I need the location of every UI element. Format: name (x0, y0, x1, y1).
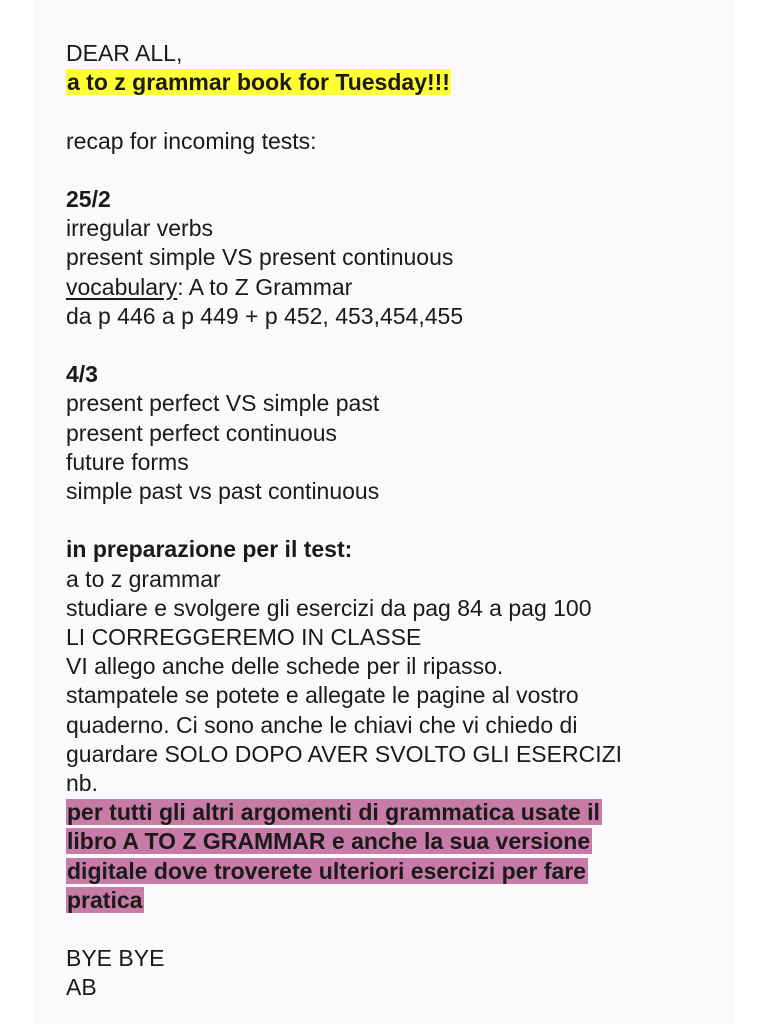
note-line (66, 798, 735, 827)
spacer (66, 97, 735, 126)
note-highlight: libro A TO Z GRAMMAR e anche la sua versione (67, 828, 591, 855)
note-line (66, 886, 735, 915)
test1-topic: present simple VS present continuous (66, 244, 454, 271)
prep-heading: in preparazione per il test: (66, 536, 353, 563)
announcement-line (66, 68, 735, 97)
prep-line: a to z grammar (66, 565, 221, 592)
message-page (33, 0, 735, 1024)
note-line (66, 827, 735, 856)
prep-line: guardare SOLO DOPO AVER SVOLTO GLI ESERCIZI (66, 740, 623, 767)
test2-topic: simple past vs past continuous (66, 478, 380, 504)
recap-intro: recap for incoming tests: (66, 127, 317, 154)
spacer (66, 331, 735, 360)
signature: AB (66, 974, 97, 1001)
test1-pages: da p 446 a p 449 + p 452, 453,454,455 (66, 302, 464, 329)
note-highlight: per tutti gli altri argomenti di grammatica usate il (67, 799, 600, 826)
prep-line: quaderno. Ci sono anche le chiavi che vi chiedo di (66, 711, 578, 738)
test2-topic: present perfect VS simple past (66, 390, 380, 417)
note-highlight: pratica (67, 886, 143, 913)
prep-line: stampatele se potete e allegate le pagine al vostro (66, 682, 579, 709)
test2-date: 4/3 (66, 361, 98, 388)
spacer (66, 156, 735, 185)
prep-line: studiare e svolgere gli esercizi da pag 84 a pag 100 (66, 594, 592, 621)
prep-line: VI allego anche delle schede per il ripasso. (66, 653, 504, 680)
test1-vocabulary-line (66, 273, 735, 302)
test2-topic: present perfect continuous (66, 419, 338, 446)
note-line (66, 857, 735, 886)
test2-topic: future forms (66, 448, 189, 475)
spacer (66, 915, 735, 944)
note-highlight: digitale dove troverete ulteriori esercizi per fare (67, 857, 586, 884)
spacer (66, 506, 735, 535)
test1-date: 25/2 (66, 185, 111, 212)
vocabulary-label: vocabulary (66, 273, 178, 300)
closing-bye: BYE BYE (66, 945, 165, 972)
prep-line: nb. (66, 770, 98, 797)
test1-topic: irregular verbs (66, 215, 213, 242)
prep-line: LI CORREGGEREMO IN CLASSE (66, 624, 422, 650)
announcement-highlight: a to z grammar book for Tuesday!!! (67, 69, 450, 96)
vocabulary-detail: : A to Z Grammar (177, 273, 353, 300)
greeting: DEAR ALL, (66, 40, 183, 66)
